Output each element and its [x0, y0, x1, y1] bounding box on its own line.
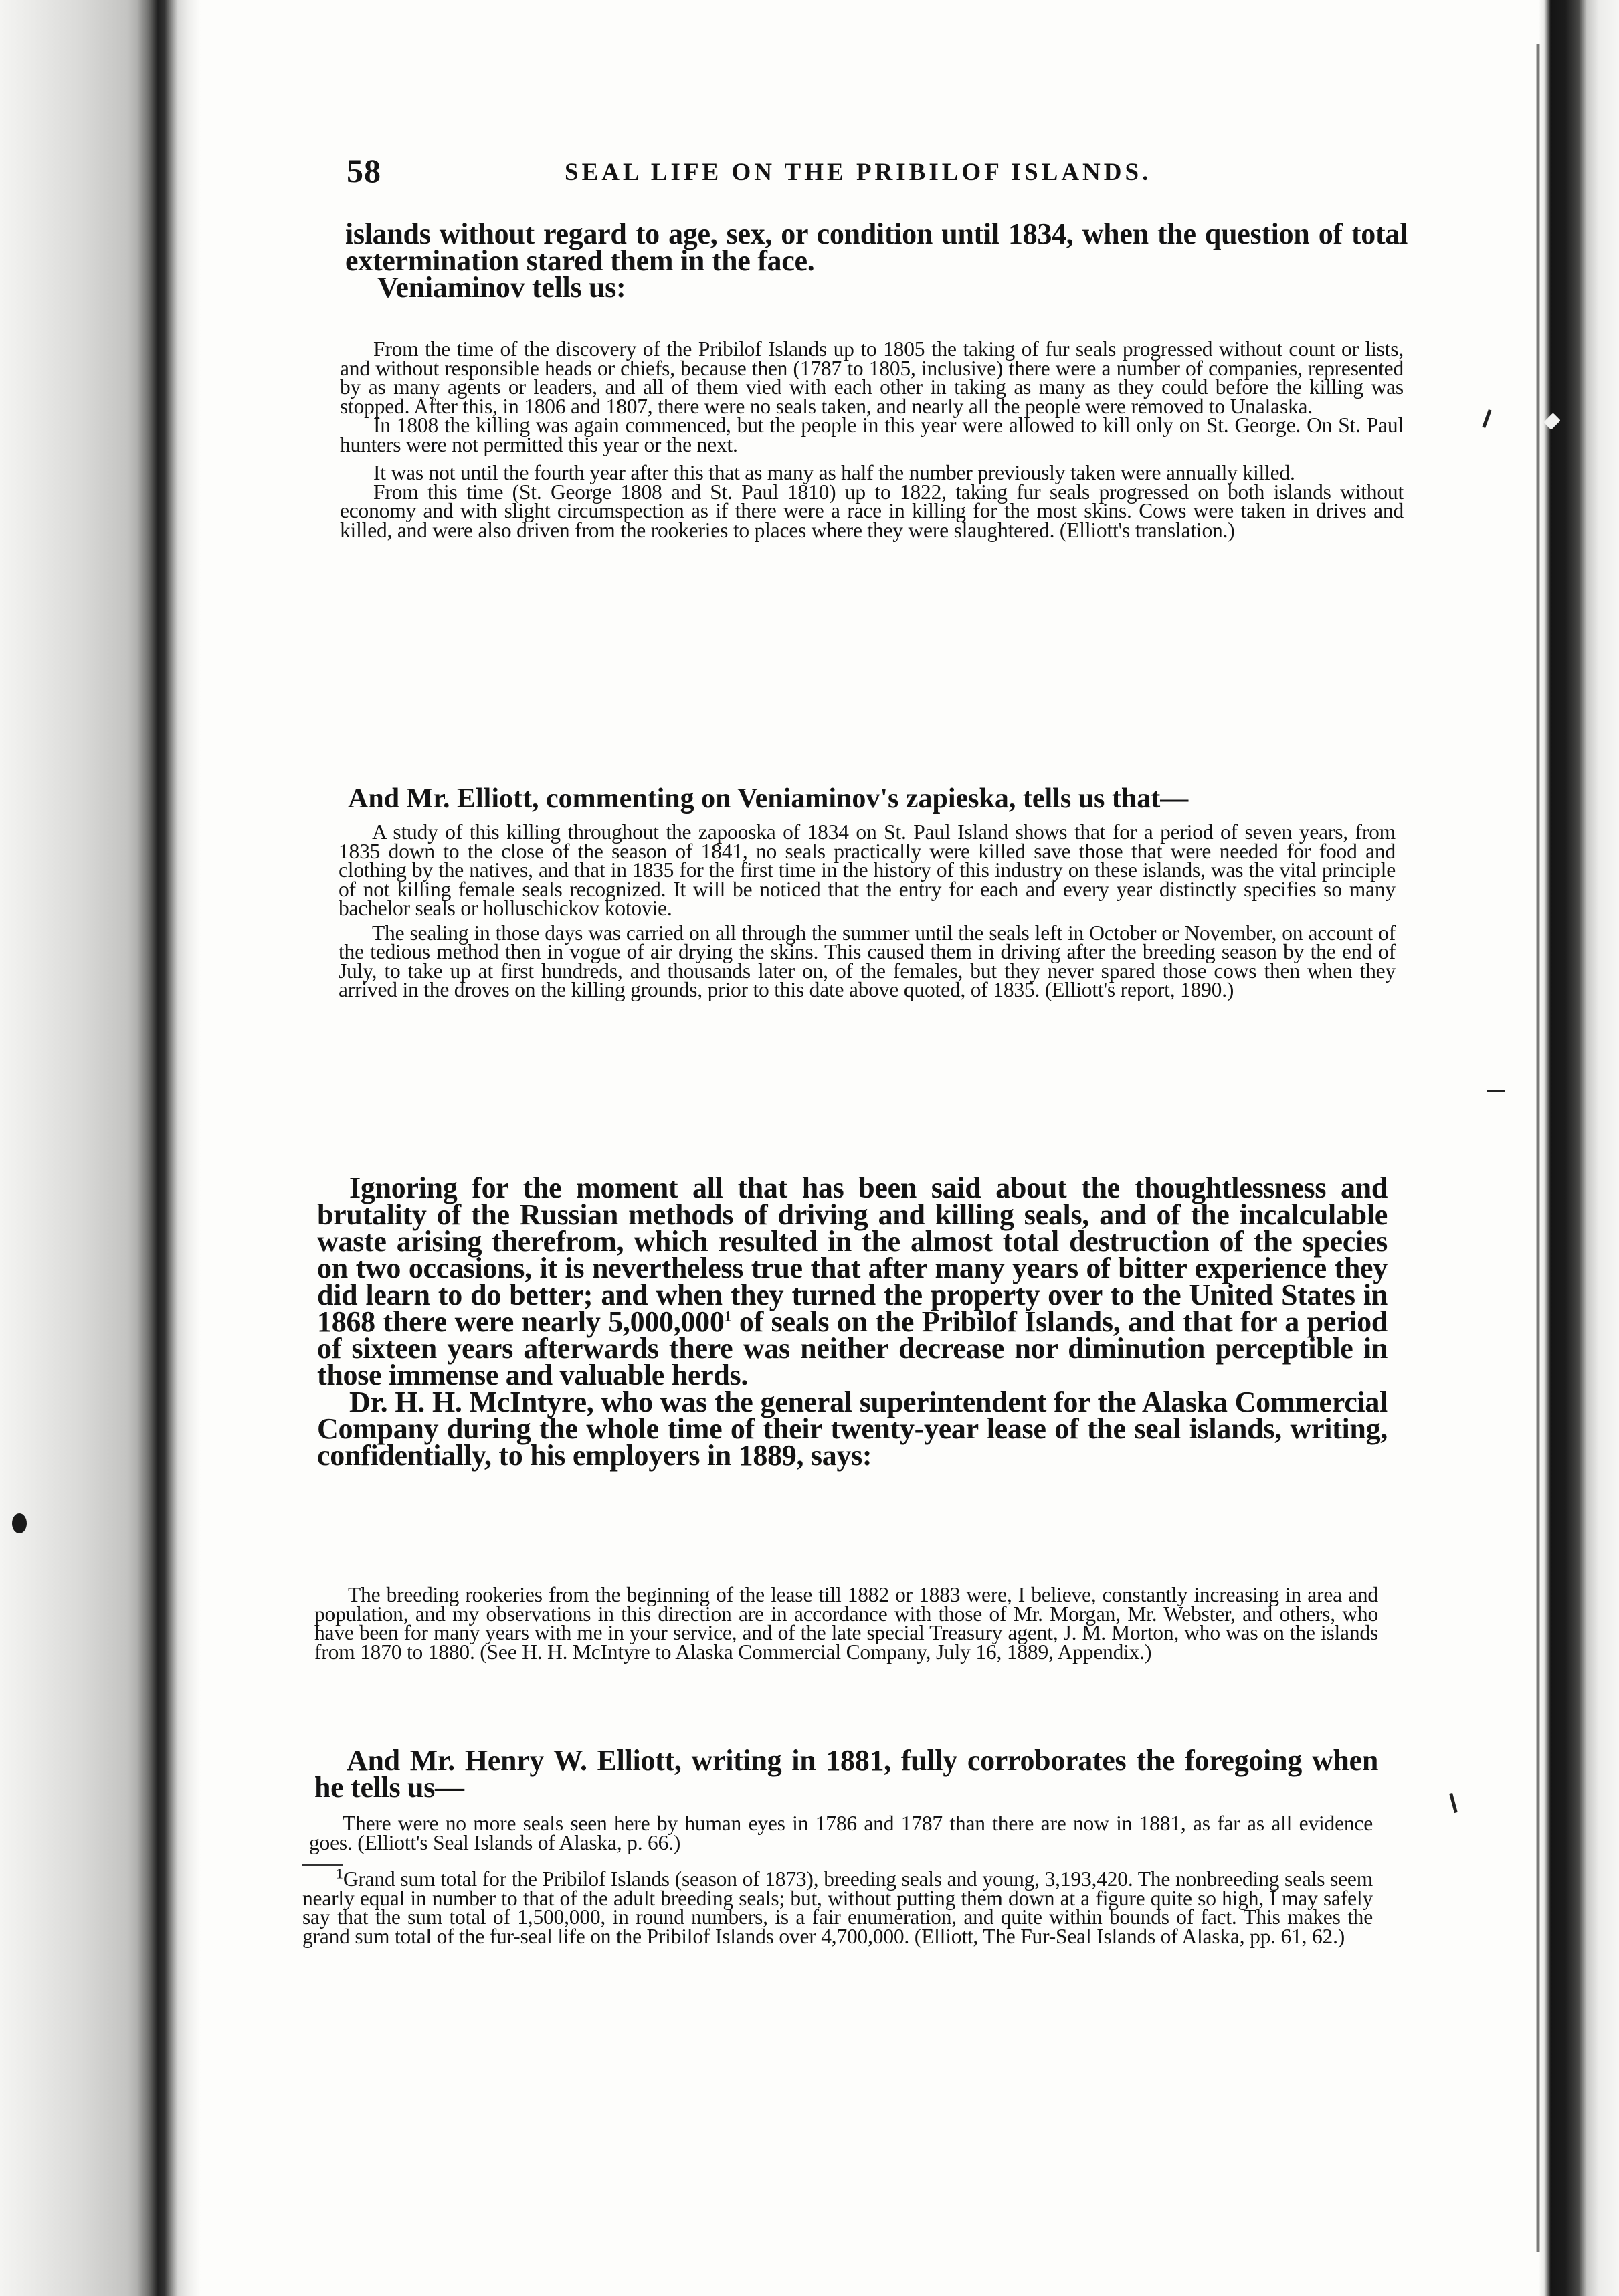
book-binding-shadow [0, 0, 201, 2296]
quote-paragraph: The breeding rookeries from the beginning of the lease till 1882 or 1883 were, I believe, constantly increasing in area and population, and my observations in this direction are in accordance with those of Mr. Morgan, Mr. Webster, and others, who have been for many years with me in your service, and of the late special Treasury agent, J. M. Morton, who was on the islands from 1870 to 1880. (See H. H. McIntyre to Alaska Commercial Company, July 16, 1889, Appendix.) [314, 1583, 1378, 1664]
block-quote-veniaminov [340, 337, 1404, 542]
quote-paragraph: From this time (St. George 1808 and St. Paul 1810) up to 1822, taking fur seals progressed on both islands without economy and with slight circumspection as if there were a race in killing for the most skins. Cows were taken in drives and killed, and were also driven from the rookeries to places where they were slaughtered. (Elliott's translation.) [340, 480, 1404, 542]
quote-paragraph: There were no more seals seen here by human eyes in 1786 and 1787 than there are now in 1881, as far as all evidence goes. (Elliott's Seal Islands of Alaska, p. 66.) [309, 1812, 1373, 1854]
footnote-reference: 1 [724, 1307, 732, 1325]
quote-paragraph: It was not until the fourth year after this that as many as half the number previously taken were annually killed. [373, 461, 1295, 484]
footnote-area [302, 1858, 1373, 1946]
footnote [302, 1864, 1373, 1948]
quote-paragraph: From the time of the discovery of the Pribilof Islands up to 1805 the taking of fur seals progressed without count or lists, and without responsible heads or chiefs, because then (1787 to 1805, inclusive) there were a number of companies, represented by as many agents or leaders, and all of them vied with each other in taking as many as they could before the killing was stopped. After this, in 1806 and 1807, there were no seals taken, and nearly all the people were removed to Unalaska. [340, 337, 1404, 418]
paragraph: And Mr. Henry W. Elliott, writing in 1881, fully corroborates the foregoing when he tells us— [314, 1744, 1378, 1804]
page-number: 58 [347, 152, 381, 189]
quote-paragraph: A study of this killing throughout the zapooska of 1834 on St. Paul Island shows that for a period of seven years, from 1835 down to the close of the season of 1841, no seals practically were killed save those that were needed for food and clothing by the natives, and that in 1835 for the first time in the history of this industry on these islands, was the vital principle of not killing female seals recognized. It will be noticed that the entry for each and every year distinctly specifies so many bachelor seals or holluschickov kotovie. [339, 820, 1396, 920]
margin-mark [1482, 409, 1491, 428]
footnote-mark: 1 [336, 1864, 343, 1882]
footnote-text: Grand sum total for the Pribilof Islands (season of 1873), breeding seals and young, 3,193,420. The nonbreeding seals seem nearly equal in number to that of the adult breeding seals; but, without putting them down at a figure quite so high, I may safely say that the sum total of 1,500,000, in round numbers, is a fair enumeration, and quite within bounds of fact. This makes the grand sum total of the fur-seal life on the Pribilof Islands over 4,700,000. (Elliott, The Fur-Seal Islands of Alaska, pp. 61, 62.) [302, 1867, 1373, 1948]
block-quote-elliott [339, 820, 1396, 1001]
paragraph: And Mr. Elliott, commenting on Veniaminov's zapieska, tells us that— [348, 783, 1189, 814]
paragraph: Dr. H. H. McIntyre, who was the general superintendent for the Alaska Commercial Company during the whole time of their twenty-year lease of the seal islands, writing, confidentially, to his employers in 1889, says: [317, 1385, 1388, 1472]
paragraph: Veniaminov tells us: [377, 271, 626, 304]
page-leaf-edge [1536, 44, 1540, 2252]
text-block-3 [314, 1744, 1378, 1804]
text-block-2 [317, 1171, 1388, 1472]
margin-mark [1449, 1793, 1458, 1813]
lead-in [348, 784, 1412, 814]
page-header [347, 151, 1360, 205]
quote-paragraph: In 1808 the killing was again commenced, but the people in this year were allowed to kill only on St. George. On St. Paul hunters were not permitted this year or the next. [340, 413, 1404, 456]
paragraph: islands without regard to age, sex, or condition until 1834, when the question of total extermination stared them in the face. [345, 217, 1408, 277]
text-block-1 [345, 217, 1408, 304]
running-title: SEAL LIFE ON THE PRIBILOF ISLANDS. [565, 159, 1152, 186]
block-quote-mcintyre [314, 1583, 1378, 1664]
right-page-edge [1539, 0, 1619, 2296]
margin-mark [1487, 1090, 1505, 1092]
paragraph: Ignoring for the moment all that has been said about the thoughtlessness and brutality of the Russian methods of driving and killing seals, and of the incalculable waste arising therefrom, which resulted in the almost total destruction of the species on two occasions, it is nevertheless true that after many years of bitter experience they did learn to do better; and when they turned the property over to the United States in 1868 there were nearly 5,000,000$^1$ of seals on the Pribilof Islands, and that for a period of sixteen years afterwards there was neither decrease nor diminution perceptible in those immense and valuable herds. [317, 1171, 1388, 1392]
quote-paragraph: The sealing in those days was carried on all through the summer until the seals left in October or November, on account of the tedious method then in vogue of air drying the skins. This caused them in driving after the breeding season by the end of July, to take up at first hundreds, and thousands later on, of the females, but they never spared those cows then when they arrived in the droves on the killing grounds, prior to this date above quoted, of 1835. (Elliott's report, 1890.) [339, 921, 1396, 1001]
ink-speck [12, 1513, 27, 1533]
block-quote-elliott-1881 [309, 1814, 1373, 1852]
